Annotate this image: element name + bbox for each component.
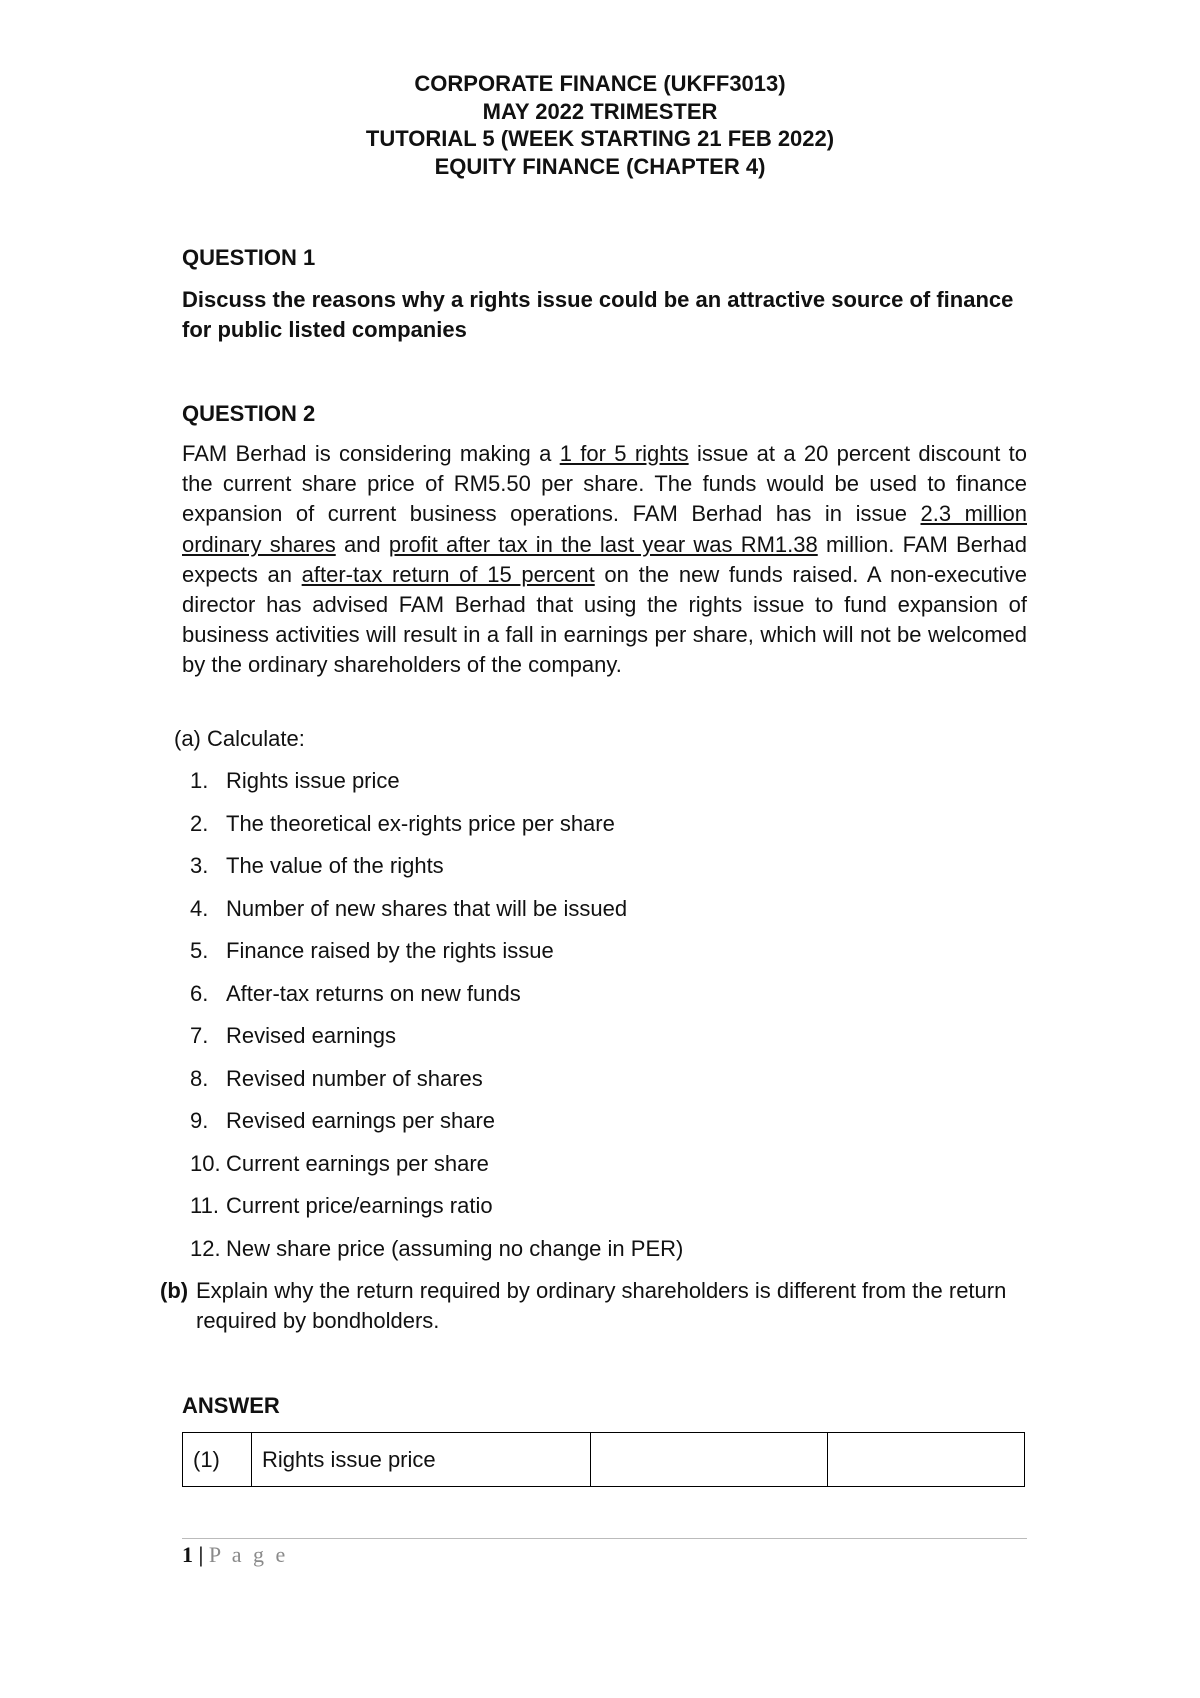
- list-item-number: 8.: [190, 1065, 209, 1091]
- list-item-number: 11.: [190, 1193, 219, 1218]
- list-item-number: 3.: [190, 853, 209, 878]
- question-1-text: Discuss the reasons why a rights issue could be an attractive source of finance for public listed companies: [182, 287, 1014, 342]
- scenario-text-5: on the new funds raised. A non-executive director has advised FAM Berhad that using the rights issue to fund expansion of business activities will result in a fall in earnings per share, which will not be welcomed by the ordinary shareholders of the company.: [182, 561, 1027, 678]
- footer-divider: [182, 1538, 1027, 1539]
- answer-table: [182, 1432, 1025, 1487]
- question-2-scenario: [182, 439, 1027, 681]
- scenario-underline-rights-ratio: 1 for 5 rights: [559, 441, 689, 466]
- scenario-text-2: issue at a 20 percent discount to the current share price of RM5.50 per share. The funds would be used to finance expansion of current business operations. FAM Berhad has in issue: [182, 441, 1027, 527]
- question-1: [182, 245, 1027, 345]
- list-item-number: 2.: [190, 810, 209, 836]
- part-b: [160, 1276, 1028, 1336]
- page-footer: [182, 1542, 288, 1568]
- list-item: [190, 851, 683, 894]
- page-separator: |: [198, 1542, 204, 1567]
- question-2-title: QUESTION 2: [182, 401, 316, 426]
- list-item-text: The value of the rights: [226, 853, 444, 878]
- answer-row-number: (1): [183, 1433, 252, 1487]
- scenario-text-4: million. FAM Berhad expects an: [182, 531, 1027, 587]
- answer-cell-empty-2: [828, 1433, 1025, 1487]
- list-item-number: 6.: [190, 980, 209, 1006]
- list-item: [190, 979, 683, 1022]
- list-item: [190, 1106, 683, 1149]
- list-item-text: After-tax returns on new funds: [226, 980, 521, 1006]
- calculation-list: [190, 766, 683, 1276]
- list-item: [190, 1234, 683, 1277]
- list-item-text: Rights issue price: [226, 768, 400, 793]
- scenario-underline-profit: profit after tax in the last year was RM1.38: [388, 531, 818, 557]
- scenario-text-1: FAM Berhad is considering making a: [182, 441, 560, 466]
- list-item-text: New share price (assuming no change in PER): [226, 1235, 684, 1261]
- list-item-number: 10.: [190, 1150, 221, 1176]
- list-item-number: 5.: [190, 938, 209, 963]
- document-header: [0, 70, 1200, 180]
- list-item: [190, 809, 683, 852]
- page-number: 1: [182, 1542, 193, 1567]
- list-item-number: 1.: [190, 768, 209, 793]
- list-item-text: Revised earnings per share: [226, 1108, 496, 1133]
- list-item: [190, 936, 683, 979]
- tutorial-title: TUTORIAL 5 (WEEK STARTING 21 FEB 2022): [365, 126, 835, 151]
- list-item: [190, 894, 683, 937]
- list-item: [190, 1021, 683, 1064]
- list-item-number: 7.: [190, 1023, 209, 1048]
- list-item: [190, 1191, 683, 1234]
- list-item: [190, 1149, 683, 1192]
- part-b-text: Explain why the return required by ordinary shareholders is different from the return required by bondholders.: [196, 1278, 1007, 1333]
- list-item: [190, 1064, 683, 1107]
- answer-title: ANSWER: [182, 1393, 280, 1418]
- list-item-text: Revised number of shares: [226, 1065, 483, 1091]
- list-item-number: 12.: [190, 1235, 221, 1261]
- answer-row-label: Rights issue price: [252, 1433, 591, 1487]
- trimester: MAY 2022 TRIMESTER: [482, 98, 718, 124]
- part-a-label: (a) Calculate:: [174, 726, 305, 751]
- scenario-underline-shares: 2.3 million ordinary shares: [182, 501, 1027, 557]
- course-title: CORPORATE FINANCE (UKFF3013): [414, 71, 786, 96]
- list-item-number: 4.: [190, 895, 209, 921]
- chapter-title: EQUITY FINANCE (CHAPTER 4): [434, 153, 766, 179]
- list-item: [190, 766, 683, 809]
- scenario-text-3: and: [335, 531, 389, 557]
- list-item-text: Number of new shares that will be issued: [226, 895, 628, 921]
- list-item-text: Finance raised by the rights issue: [226, 938, 554, 963]
- part-b-label: (b): [160, 1278, 189, 1303]
- list-item-text: The theoretical ex-rights price per share: [226, 810, 615, 836]
- answer-cell-empty-1: [591, 1433, 828, 1487]
- question-1-title: QUESTION 1: [182, 245, 316, 270]
- list-item-text: Revised earnings: [226, 1023, 396, 1048]
- list-item-number: 9.: [190, 1108, 209, 1133]
- table-row: [183, 1433, 1025, 1487]
- question-2: [182, 401, 1027, 681]
- scenario-underline-return: after-tax return of 15 percent: [301, 561, 595, 587]
- page-label: P a g e: [208, 1542, 289, 1567]
- list-item-text: Current earnings per share: [226, 1150, 489, 1176]
- list-item-text: Current price/earnings ratio: [226, 1193, 493, 1218]
